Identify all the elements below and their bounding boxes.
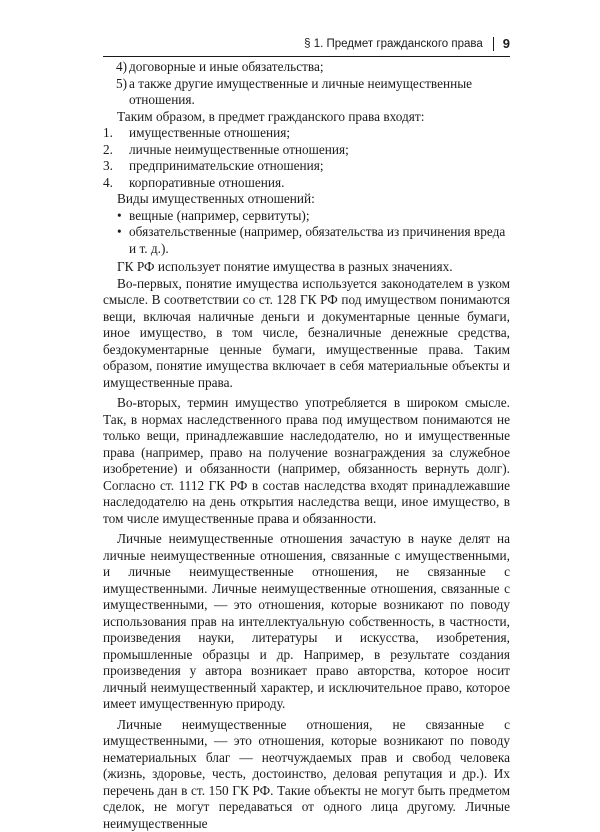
list-item (103, 208, 510, 225)
intro-types: Виды имущественных отношений: (103, 191, 510, 208)
list-marker: 2. (103, 142, 113, 159)
list-item-text: предпринимательские отношения; (129, 158, 324, 173)
list-item-text: личные неимущественные отношения; (129, 142, 349, 157)
section-title: § 1. Предмет гражданского права (304, 38, 483, 50)
bullet-icon: • (117, 208, 122, 225)
list-item-text: обязательственные (например, обязательства из причинения вреда и т. д.). (129, 224, 505, 256)
list-marker: 3. (103, 158, 113, 175)
list-marker: 4) (116, 59, 127, 76)
running-head (300, 36, 510, 51)
paragraph: Личные неимущественные отношения зачастую в науке делят на личные неимущественные отношения, связанные с имущественными, и личные неимущественные отношения, не связанные с имущественными. Личные неимущественные отношения, связанные с имущественными, — это отношения, которые возникают по поводу использования прав на интеллектуальную собственность, в частности, произведения науки, литературы и искусства, изобретения, промышленные образцы и др. Например, в результате создания произведения у автора возникает право авторства, которое носит личный неимущественный характер, и исключительное право, которое имеет имущественную природу. (103, 531, 510, 713)
list-item-text: вещные (например, сервитуты); (129, 208, 310, 223)
list-item (103, 59, 510, 76)
list-item-text: а также другие имущественные и личные неимущественные отношения. (129, 76, 472, 108)
list-item (103, 142, 510, 159)
types-list (103, 208, 510, 258)
intro-subject: Таким образом, в предмет гражданского права входят: (103, 109, 510, 126)
page-body (103, 59, 510, 832)
list-item (103, 224, 510, 257)
header-separator (493, 37, 494, 51)
bullet-icon: • (117, 224, 122, 241)
list-item (103, 76, 510, 109)
list-item-text: договорные и иные обязательства; (129, 59, 324, 74)
list-marker: 4. (103, 175, 113, 192)
list-item (103, 125, 510, 142)
header-rule (103, 56, 510, 57)
paragraph: Во-вторых, термин имущество употребляется в широком смысле. Так, в нормах наследственного права под имуществом понимаются не только вещи, принадлежавшие наследодателю, но и имущественные права (например, право на получение вознаграждения за служебное изобретение) и обязанности (например, обязанность вернуть долг). Согласно ст. 1112 ГК РФ в состав наследства входят принадлежавшие наследодателю на день открытия наследства вещи, иное имущество, в том числе имущественные права и обязанности. (103, 395, 510, 527)
list-item (103, 175, 510, 192)
paragraph: Во-первых, понятие имущества используется законодателем в узком смысле. В соответствии со ст. 128 ГК РФ под имуществом понимаются вещи, включая наличные деньги и документарные ценные бумаги, иное имущество, в том числе, безналичные денежные средства, бездокументарные ценные бумаги, имущественные права. Таким образом, понятие имущества включает в себя материальные объекты и имущественные права. (103, 276, 510, 392)
paragraph: ГК РФ использует понятие имущества в разных значениях. (103, 259, 510, 276)
list-marker: 5) (116, 76, 127, 93)
subject-list (103, 125, 510, 191)
top-list (103, 59, 510, 109)
page-number: 9 (503, 36, 510, 51)
paragraph: Личные неимущественные отношения, не связанные с имущественными, — это отношения, которые возникают по поводу нематериальных благ — неотчуждаемых прав и свобод человека (жизнь, здоровье, честь, достоинство, деловая репутация и др.). Их перечень дан в ст. 150 ГК РФ. Такие объекты не могут быть предметом сделок, не могут передаваться от одного лица другому. Личные неимущественные (103, 717, 510, 832)
list-marker: 1. (103, 125, 113, 142)
list-item-text: корпоративные отношения. (129, 175, 284, 190)
list-item (103, 158, 510, 175)
list-item-text: имущественные отношения; (129, 125, 290, 140)
